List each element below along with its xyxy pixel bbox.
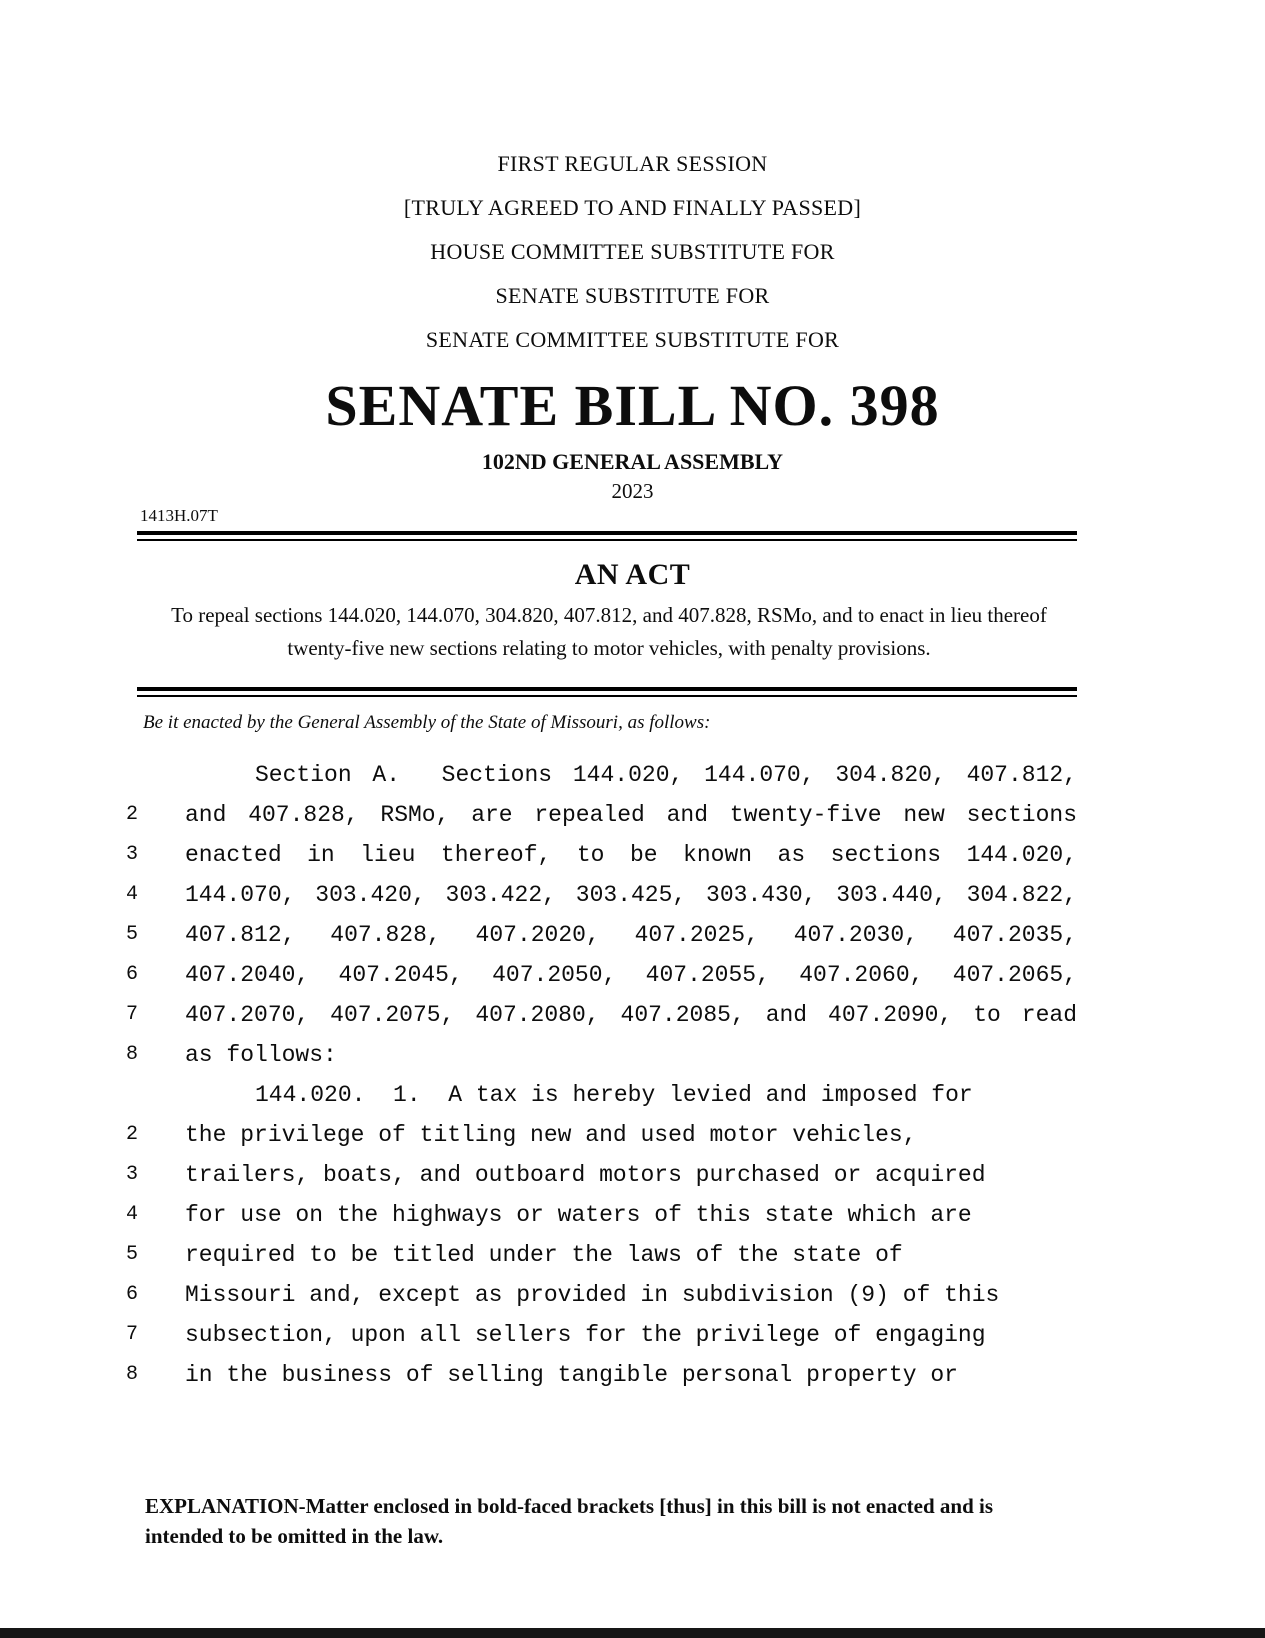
line-number: 6 <box>126 963 139 986</box>
line-number: 5 <box>126 1243 139 1266</box>
line-text: 144.070, 303.420, 303.422, 303.425, 303.430, 303.440, 304.822, <box>185 882 1077 908</box>
line-text: 407.812, 407.828, 407.2020, 407.2025, 407.2030, 407.2035, <box>185 922 1077 948</box>
line-text: in the business of selling tangible personal property or <box>185 1362 958 1388</box>
document-header <box>155 142 1110 504</box>
line-number: 3 <box>126 843 139 866</box>
bill-text-line <box>126 1315 1077 1355</box>
line-number: 6 <box>126 1283 139 1306</box>
line-number: 8 <box>126 1043 139 1066</box>
page-bottom-edge <box>0 1628 1265 1638</box>
line-text: Section A. Sections 144.020, 144.070, 304.820, 407.812, <box>255 762 1077 788</box>
session-line: FIRST REGULAR SESSION <box>497 151 768 176</box>
bill-text-line <box>126 1275 1077 1315</box>
bill-text-line <box>126 1075 1077 1115</box>
line-text: subsection, upon all sellers for the privilege of engaging <box>185 1322 986 1348</box>
line-text: required to be titled under the laws of the state of <box>185 1242 903 1268</box>
bill-text-line <box>126 955 1077 995</box>
assembly-line: 102ND GENERAL ASSEMBLY <box>481 449 784 474</box>
bill-text-line <box>126 1195 1077 1235</box>
line-number: 8 <box>126 1363 139 1386</box>
line-text: and 407.828, RSMo, are repealed and twenty-five new sections <box>185 802 1077 828</box>
bill-text-line <box>126 1035 1077 1075</box>
substitute-line-3: SENATE COMMITTEE SUBSTITUTE FOR <box>425 327 840 352</box>
line-number: 3 <box>126 1163 139 1186</box>
line-text: 407.2040, 407.2045, 407.2050, 407.2055, 407.2060, 407.2065, <box>185 962 1077 988</box>
bill-text-line <box>126 995 1077 1035</box>
line-number <box>126 1075 185 1115</box>
act-summary: To repeal sections 144.020, 144.070, 304.820, 407.812, and 407.828, RSMo, and to enact in lieu thereof twenty-five new sections relating to motor vehicles, with penalty provisions. <box>171 603 1047 660</box>
bill-text-line <box>126 1355 1077 1395</box>
bill-text-line <box>126 835 1077 875</box>
line-text: 144.020. 1. A tax is hereby levied and imposed for <box>255 1082 973 1108</box>
divider-rule-bottom <box>137 687 1077 697</box>
line-text: the privilege of titling new and used motor vehicles, <box>185 1122 917 1148</box>
line-text: for use on the highways or waters of this state which are <box>185 1202 972 1228</box>
year-line: 2023 <box>611 479 654 503</box>
line-number: 5 <box>126 923 139 946</box>
bill-body <box>126 755 1077 1395</box>
bill-title: SENATE BILL NO. 398 <box>325 373 940 438</box>
line-text: Missouri and, except as provided in subdivision (9) of this <box>185 1282 1000 1308</box>
substitute-line-2: SENATE SUBSTITUTE FOR <box>495 283 770 308</box>
substitute-line-1: HOUSE COMMITTEE SUBSTITUTE FOR <box>430 239 835 264</box>
line-number: 2 <box>126 1123 139 1146</box>
act-heading: AN ACT <box>574 558 691 591</box>
line-number: 4 <box>126 883 139 906</box>
line-text: 407.2070, 407.2075, 407.2080, 407.2085, and 407.2090, to read <box>185 1002 1077 1028</box>
agreed-line: [TRULY AGREED TO AND FINALLY PASSED] <box>403 195 862 220</box>
line-number <box>126 755 185 795</box>
line-text: trailers, boats, and outboard motors purchased or acquired <box>185 1162 986 1188</box>
explanation-note: EXPLANATION-Matter enclosed in bold-faced brackets [thus] in this bill is not enacted and is intended to be omitted in the law. <box>145 1494 994 1548</box>
bill-text-line <box>126 755 1077 795</box>
enacting-clause: Be it enacted by the General Assembly of the State of Missouri, as follows: <box>143 712 711 733</box>
line-number: 4 <box>126 1203 139 1226</box>
bill-text-line <box>126 1235 1077 1275</box>
line-text: enacted in lieu thereof, to be known as sections 144.020, <box>185 842 1077 868</box>
bill-text-line <box>126 1115 1077 1155</box>
bill-text-line <box>126 915 1077 955</box>
bill-text-line <box>126 1155 1077 1195</box>
bill-text-line <box>126 795 1077 835</box>
line-text: as follows: <box>185 1042 337 1068</box>
bill-code: 1413H.07T <box>140 506 218 525</box>
line-number: 2 <box>126 803 139 826</box>
divider-rule-top <box>137 531 1077 541</box>
line-number: 7 <box>126 1323 139 1346</box>
line-number: 7 <box>126 1003 139 1026</box>
bill-text-line <box>126 875 1077 915</box>
